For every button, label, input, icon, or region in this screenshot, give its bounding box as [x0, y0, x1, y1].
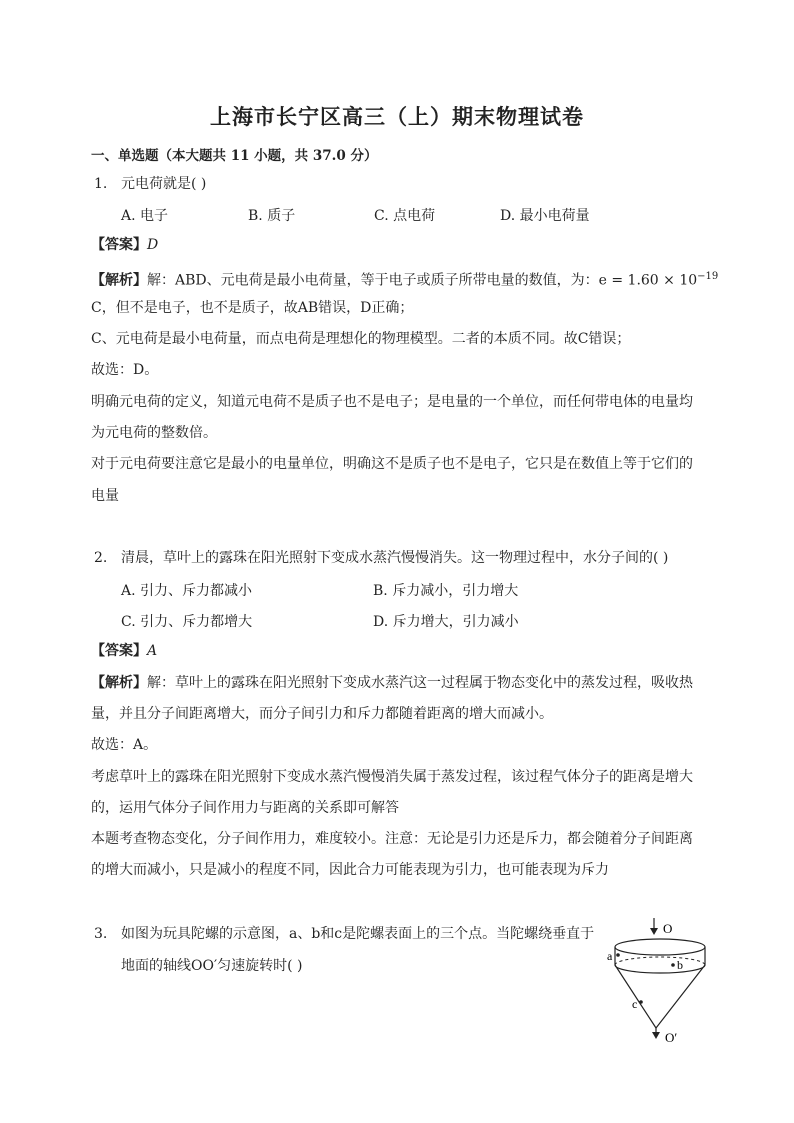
exponent: −19 — [697, 271, 719, 282]
analysis-line: 明确元电荷的定义，知道元电荷不是质子也不是电子；是电量的一个单位，而任何带电体的电量均 — [91, 394, 693, 410]
question-number: 2. — [94, 550, 108, 566]
label-c: c — [632, 997, 638, 1011]
analysis-label: 【解析】 — [91, 272, 147, 289]
answer-row — [91, 641, 157, 661]
answer-value: A — [147, 643, 158, 659]
analysis-line: 的，运用气体分子间作用力与距离的关系即可解答 — [91, 800, 399, 816]
option-d: D. 最小电荷量 — [500, 208, 590, 224]
spinning-top-figure — [605, 910, 735, 1050]
answer-label: 【答案】 — [91, 643, 147, 659]
middle-ellipse-back — [615, 957, 705, 965]
option-c: C. 引力、斥力都增大 — [121, 614, 253, 630]
analysis-line: 为元电荷的整数倍。 — [91, 425, 217, 441]
cone-right-edge — [656, 965, 705, 1028]
option-d: D. 斥力增大，引力减小 — [373, 614, 519, 630]
analysis-text: 解：草叶上的露珠在阳光照射下变成水蒸汽这一过程属于物态变化中的蒸发过程，吸收热 — [147, 675, 693, 691]
analysis-line: C、元电荷是最小电荷量，而点电荷是理想化的物理模型。二者的本质不同。故C错误； — [91, 331, 631, 347]
answer-label: 【答案】 — [91, 237, 147, 253]
analysis-text: 解：ABD、元电荷是最小电荷量，等于电子或质子所带电量的数值，为：e = 1.60 × 10 — [147, 272, 698, 289]
label-a: a — [607, 949, 613, 963]
analysis-line: 考虑草叶上的露珠在阳光照射下变成水蒸汽慢慢消失属于蒸发过程，该过程气体分子的距离是增大 — [91, 769, 693, 785]
question-stem-continued: 地面的轴线OO′匀速旋转时( ) — [121, 958, 303, 974]
question-number: 3. — [94, 926, 108, 942]
label-O: O — [663, 921, 673, 936]
point-b — [671, 963, 675, 967]
middle-ellipse-front — [615, 965, 705, 973]
option-b: B. 质子 — [248, 208, 296, 224]
answer-row — [91, 235, 158, 255]
page-title: 上海市长宁区高三（上）期末物理试卷 — [210, 104, 584, 129]
label-O-prime: O′ — [665, 1030, 678, 1045]
analysis-line: 的增大而减小，只是减小的程度不同，因此合力可能表现为引力，也可能表现为斥力 — [91, 862, 609, 878]
point-a — [616, 953, 620, 957]
analysis-line: 本题考查物态变化，分子间作用力，难度较小。注意：无论是引力还是斥力，都会随着分子间距离 — [91, 831, 693, 847]
answer-value: D — [147, 237, 159, 253]
option-b: B. 斥力减小，引力增大 — [373, 583, 519, 599]
analysis-line: 故选：A。 — [91, 737, 158, 753]
analysis-line — [91, 673, 693, 693]
option-c: C. 点电荷 — [374, 208, 436, 224]
analysis-line — [91, 267, 718, 291]
axis-bottom-arrow-icon — [652, 1032, 660, 1039]
analysis-line: 故选：D。 — [91, 362, 159, 378]
option-a: A. 电子 — [121, 208, 169, 224]
point-c — [639, 1000, 643, 1004]
top-ellipse — [615, 939, 705, 955]
option-a: A. 引力、斥力都减小 — [121, 583, 253, 599]
question-stem: 元电荷就是( ) — [121, 176, 207, 192]
axis-top-arrow-icon — [650, 928, 658, 935]
label-b: b — [677, 958, 683, 972]
analysis-label: 【解析】 — [91, 675, 147, 691]
analysis-line: 电量 — [91, 488, 119, 504]
analysis-line: 对于元电荷要注意它是最小的电量单位，明确这不是质子也不是电子，它只是在数值上等于它们的 — [91, 456, 693, 472]
question-number: 1. — [94, 176, 108, 192]
analysis-line: C，但不是电子，也不是质子，故AB错误，D正确； — [91, 300, 414, 316]
question-stem: 清晨，草叶上的露珠在阳光照射下变成水蒸汽慢慢消失。这一物理过程中，水分子间的( ) — [121, 550, 669, 566]
analysis-line: 量，并且分子间距离增大，而分子间引力和斥力都随着距离的增大而减小。 — [91, 706, 553, 722]
question-stem: 如图为玩具陀螺的示意图，a、b和c是陀螺表面上的三个点。当陀螺绕垂直于 — [121, 926, 595, 942]
section-heading: 一、单选题（本大题共 11 小题，共 37.0 分） — [91, 148, 378, 164]
